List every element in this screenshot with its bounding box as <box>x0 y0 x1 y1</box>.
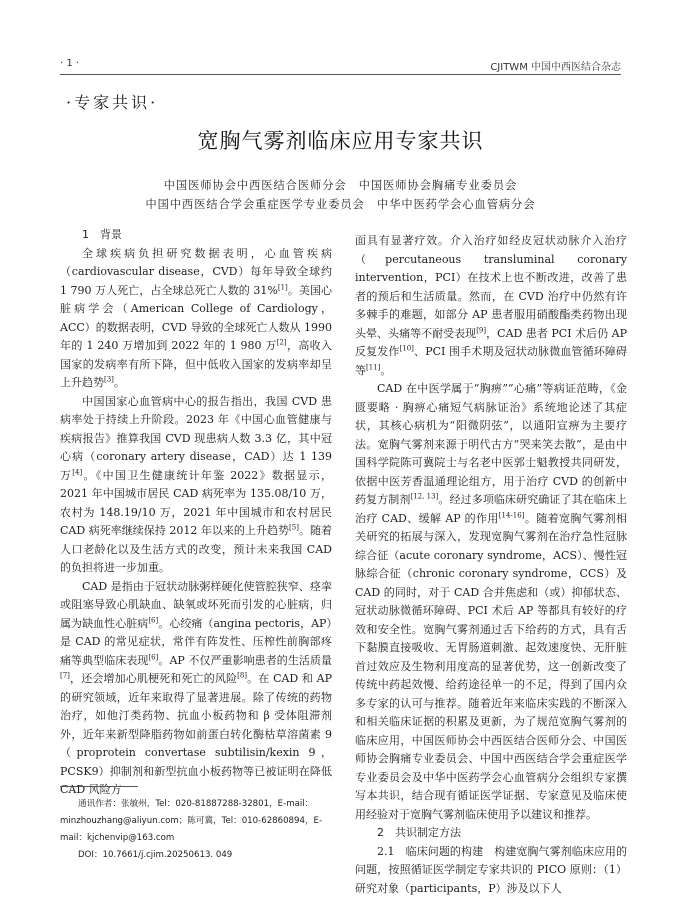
paragraph-5: 2.1 临床问题的构建 构建宽胸气雾剂临床应用的问题，按照循证医学制定专家共识的 PICO 原则：（1）研究对象（participants，P）涉及以下人 <box>355 844 627 895</box>
left-column <box>60 226 332 800</box>
article-title: 宽胸气雾剂临床应用专家共识 <box>197 129 484 153</box>
citation: [10] <box>399 344 414 353</box>
header-rule <box>60 74 621 75</box>
right-column <box>355 232 627 898</box>
running-header <box>60 58 621 74</box>
citation: [4] <box>72 467 83 476</box>
paragraph-4: CAD 在中医学属于“胸痹”“心痛”等病证范畴，《金匮要略 · 胸痹心痛短气病脉证治》系统地论述了其症状，其核心病机为“阳微阴弦”，以通阳宣痹为主要疗法。宽胸气雾剂来源于明代古方“哭来笑去散”，是由中国科学院陈可冀院士与名老中医郭士魁教授共同研发，依据中医芳香温通理论组方，用于治疗 CVD 的创新中药复方制剂[12, 13]。经过多项临床研究确证了其在临床上治疗 CAD、缓解 AP 的作用[14-16]。随着宽胸气雾剂相关研究的拓展与深入，发现宽胸气雾剂在治疗急性冠脉综合征（acute coronary syndrome，ACS）、慢性冠脉综合征（chronic coronary syndrome，CCS）及 CAD 的同时，对于 CAD 合并焦虑和（或）抑郁状态、冠状动脉微循环障碍、PCI 术后 AP 等都具有较好的疗效和安全性。宽胸气雾剂通过舌下给药的方式，具有舌下黏膜直接吸收、无胃肠道刺激、起效速度快、无肝脏首过效应及生物利用度高的显著优势，这一创新改变了传统中药起效慢、给药途径单一的不足，得到了国内众多专家的认可与推荐。随着近年来临床实践的不断深入和相关临床证据的积累及更新，为了规范宽胸气雾剂的临床应用，中国医师协会中西医结合医师分会、中国医师协会胸痛专业委员会、中国中西医结合学会重症医学专业委员会及中华中医药学会心血管病分会组织专家撰写本共识，结合现有循证医学证据、专家意见及临床使用经验对于宽胸气雾剂临床使用予以建议和推荐。 <box>355 382 628 821</box>
citation: [8] <box>237 671 248 680</box>
citation: [12, 13] <box>410 492 439 501</box>
paragraph-1: 全球疾病负担研究数据表明，心血管疾病（cardiovascular disease，CVD）每年导致全球约 1 790 万人死亡，占全球总死亡人数的 31%[1]。美国心脏病学会（American College of Cardiology，ACC）的数据表明，CVD 导致的全球死亡人数从 1990 年的 1 240 万增加到 2022 年的 1 980 万[2]，高收入国家的发病率有所下降，但中低收入国家的发病率却呈上升趋势[3]。 <box>60 246 332 389</box>
citation: [6] <box>148 615 159 624</box>
section-tag: ·专家共识· <box>66 93 159 112</box>
doi: DOI：10.7661/j.cjim.20250613. 049 <box>78 850 233 860</box>
section-heading-background: 1 背景 <box>82 228 122 241</box>
paragraph-2: 中国国家心血管病中心的报告指出，我国 CVD 患病率处于持续上升阶段。2023 年《中国心血管健康与疾病报告》推算我国 CVD 现患病人数 3.3 亿，其中冠心病（coronary artery disease，CAD）达 1 139 万[4]。《中国卫生健康统计年鉴 2022》数据显示，2021 年中国城市居民 CAD 病死率为 135.08/10 万，农村为 148.19/10 万，2021 年中国城市和农村居民 CAD 病死率继续保持 2012 年以来的上升趋势[5]。随着人口老龄化以及生活方式的改变，预计未来我国 CAD 的负担将进一步加重。 <box>60 394 332 574</box>
citation: [1] <box>277 282 288 291</box>
citation: [3] <box>104 375 114 384</box>
section-heading-methods: 2 共识制定方法 <box>377 826 461 839</box>
footnote-rule <box>60 786 138 787</box>
citation: [7] <box>60 671 70 680</box>
citation: [5] <box>289 523 299 532</box>
paragraph-3: CAD 是指由于冠状动脉粥样硬化使管腔狭窄、痉挛或阻塞导致心肌缺血、缺氧或坏死而引发的心脏病，归属为缺血性心脏病[6]。心绞痛（angina pectoris，AP）是 CAD 的常见症状，常伴有阵发性、压榨性前胸部疼痛等典型临床表现[6]。AP 不仅严重影响患者的生活质量[7]，还会增加心肌梗死和死亡的风险[8]。在 CAD 和 AP 的研究领域，近年来取得了显著进展。除了传统的药物治疗，如他汀类药物、抗血小板药物和 β 受体阻滞剂外，近年来新型降脂药物如前蛋白转化酶枯草溶菌素 9（proprotein convertase subtilisin/kexin 9，PCSK9）抑制剂和新型抗血小板药物等已被证明在降低 CAD 风险方 <box>60 579 333 796</box>
citation: [6] <box>148 652 159 661</box>
citation: [9] <box>476 325 487 334</box>
author-line-2: 中国中西医结合学会重症医学专业委员会 中华中医药学会心血管病分会 <box>145 198 536 211</box>
correspondence: 通讯作者：张敏州，Tel：020-81887288-32801，E-mail：minzhouzhang@aliyun.com；陈可冀，Tel：010-62860894，E-mail：kjchenvip@163.com <box>60 799 323 843</box>
author-groups <box>0 176 681 214</box>
citation: [11] <box>366 362 381 371</box>
page-number: · 1 · <box>60 58 80 69</box>
citation: [14-16] <box>498 510 525 519</box>
author-line-1: 中国医师协会中西医结合医师分会 中国医师协会胸痛专业委员会 <box>163 179 518 192</box>
footnote <box>60 796 332 864</box>
paragraph-continued: 面具有显著疗效。介入治疗如经皮冠状动脉介入治疗（percutaneous transluminal coronary intervention，PCI）在技术上也不断改进，改善了患者的预后和生活质量。然而，在 CVD 治疗中仍然有许多棘手的难题，如部分 AP 患者服用硝酸酯类药物出现头晕、头痛等不耐受表现[9]，CAD 患者 PCI 术后仍 AP 反复发作[10]、PCI 围手术期及冠状动脉微血管循环障碍等[11]。 <box>355 234 627 377</box>
journal-name: CJITWM 中国中西医结合杂志 <box>490 62 621 73</box>
citation: [2] <box>276 338 287 347</box>
